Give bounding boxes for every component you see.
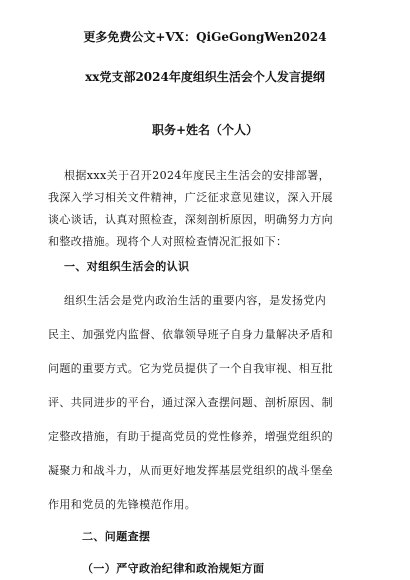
subsection-heading: （一）严守政治纪律和政治规矩方面: [82, 562, 265, 575]
section-heading: 二、问题查摆: [82, 530, 151, 543]
paragraph-line: 谈心谈话，认真对照检查，深刻剖析原因，明确努力方向: [48, 213, 333, 226]
section-heading: 一、对组织生活会的认识: [64, 260, 190, 273]
paragraph-line: 问题的重要方式。它为党员提供了一个自我审视、相互批: [48, 362, 333, 375]
paragraph-line: 评、共同进步的平台，通过深入查摆问题、剖析原因、制: [48, 396, 333, 409]
paragraph-line: 组织生活会是党内政治生活的重要内容，是发扬党内: [64, 294, 327, 307]
paragraph-line: 作用和党员的先锋模范作用。: [48, 498, 197, 511]
paragraph-line: 凝聚力和战斗力，从而更好地发挥基层党组织的战斗堡垒: [48, 464, 333, 477]
paragraph-line: 根据xxx关于召开2024年度民主生活会的安排部署，: [64, 169, 331, 182]
paragraph-line: 定整改措施，有助于提高党员的党性修养，增强党组织的: [48, 430, 333, 443]
promo-header: 更多免费公文+VX：QiGeGongWen2024: [83, 30, 327, 44]
document-subtitle: 职务+姓名（个人）: [151, 123, 259, 137]
paragraph-line: 我深入学习相关文件精神，广泛征求意见建议，深入开展: [48, 191, 333, 204]
paragraph-line: 和整改措施。现将个人对照检查情况汇报如下：: [48, 235, 288, 248]
paragraph-line: 民主、加强党内监督、依靠领导班子自身力量解决矛盾和: [48, 328, 333, 341]
document-title: xx党支部2024年度组织生活会个人发言提纲: [85, 70, 325, 84]
